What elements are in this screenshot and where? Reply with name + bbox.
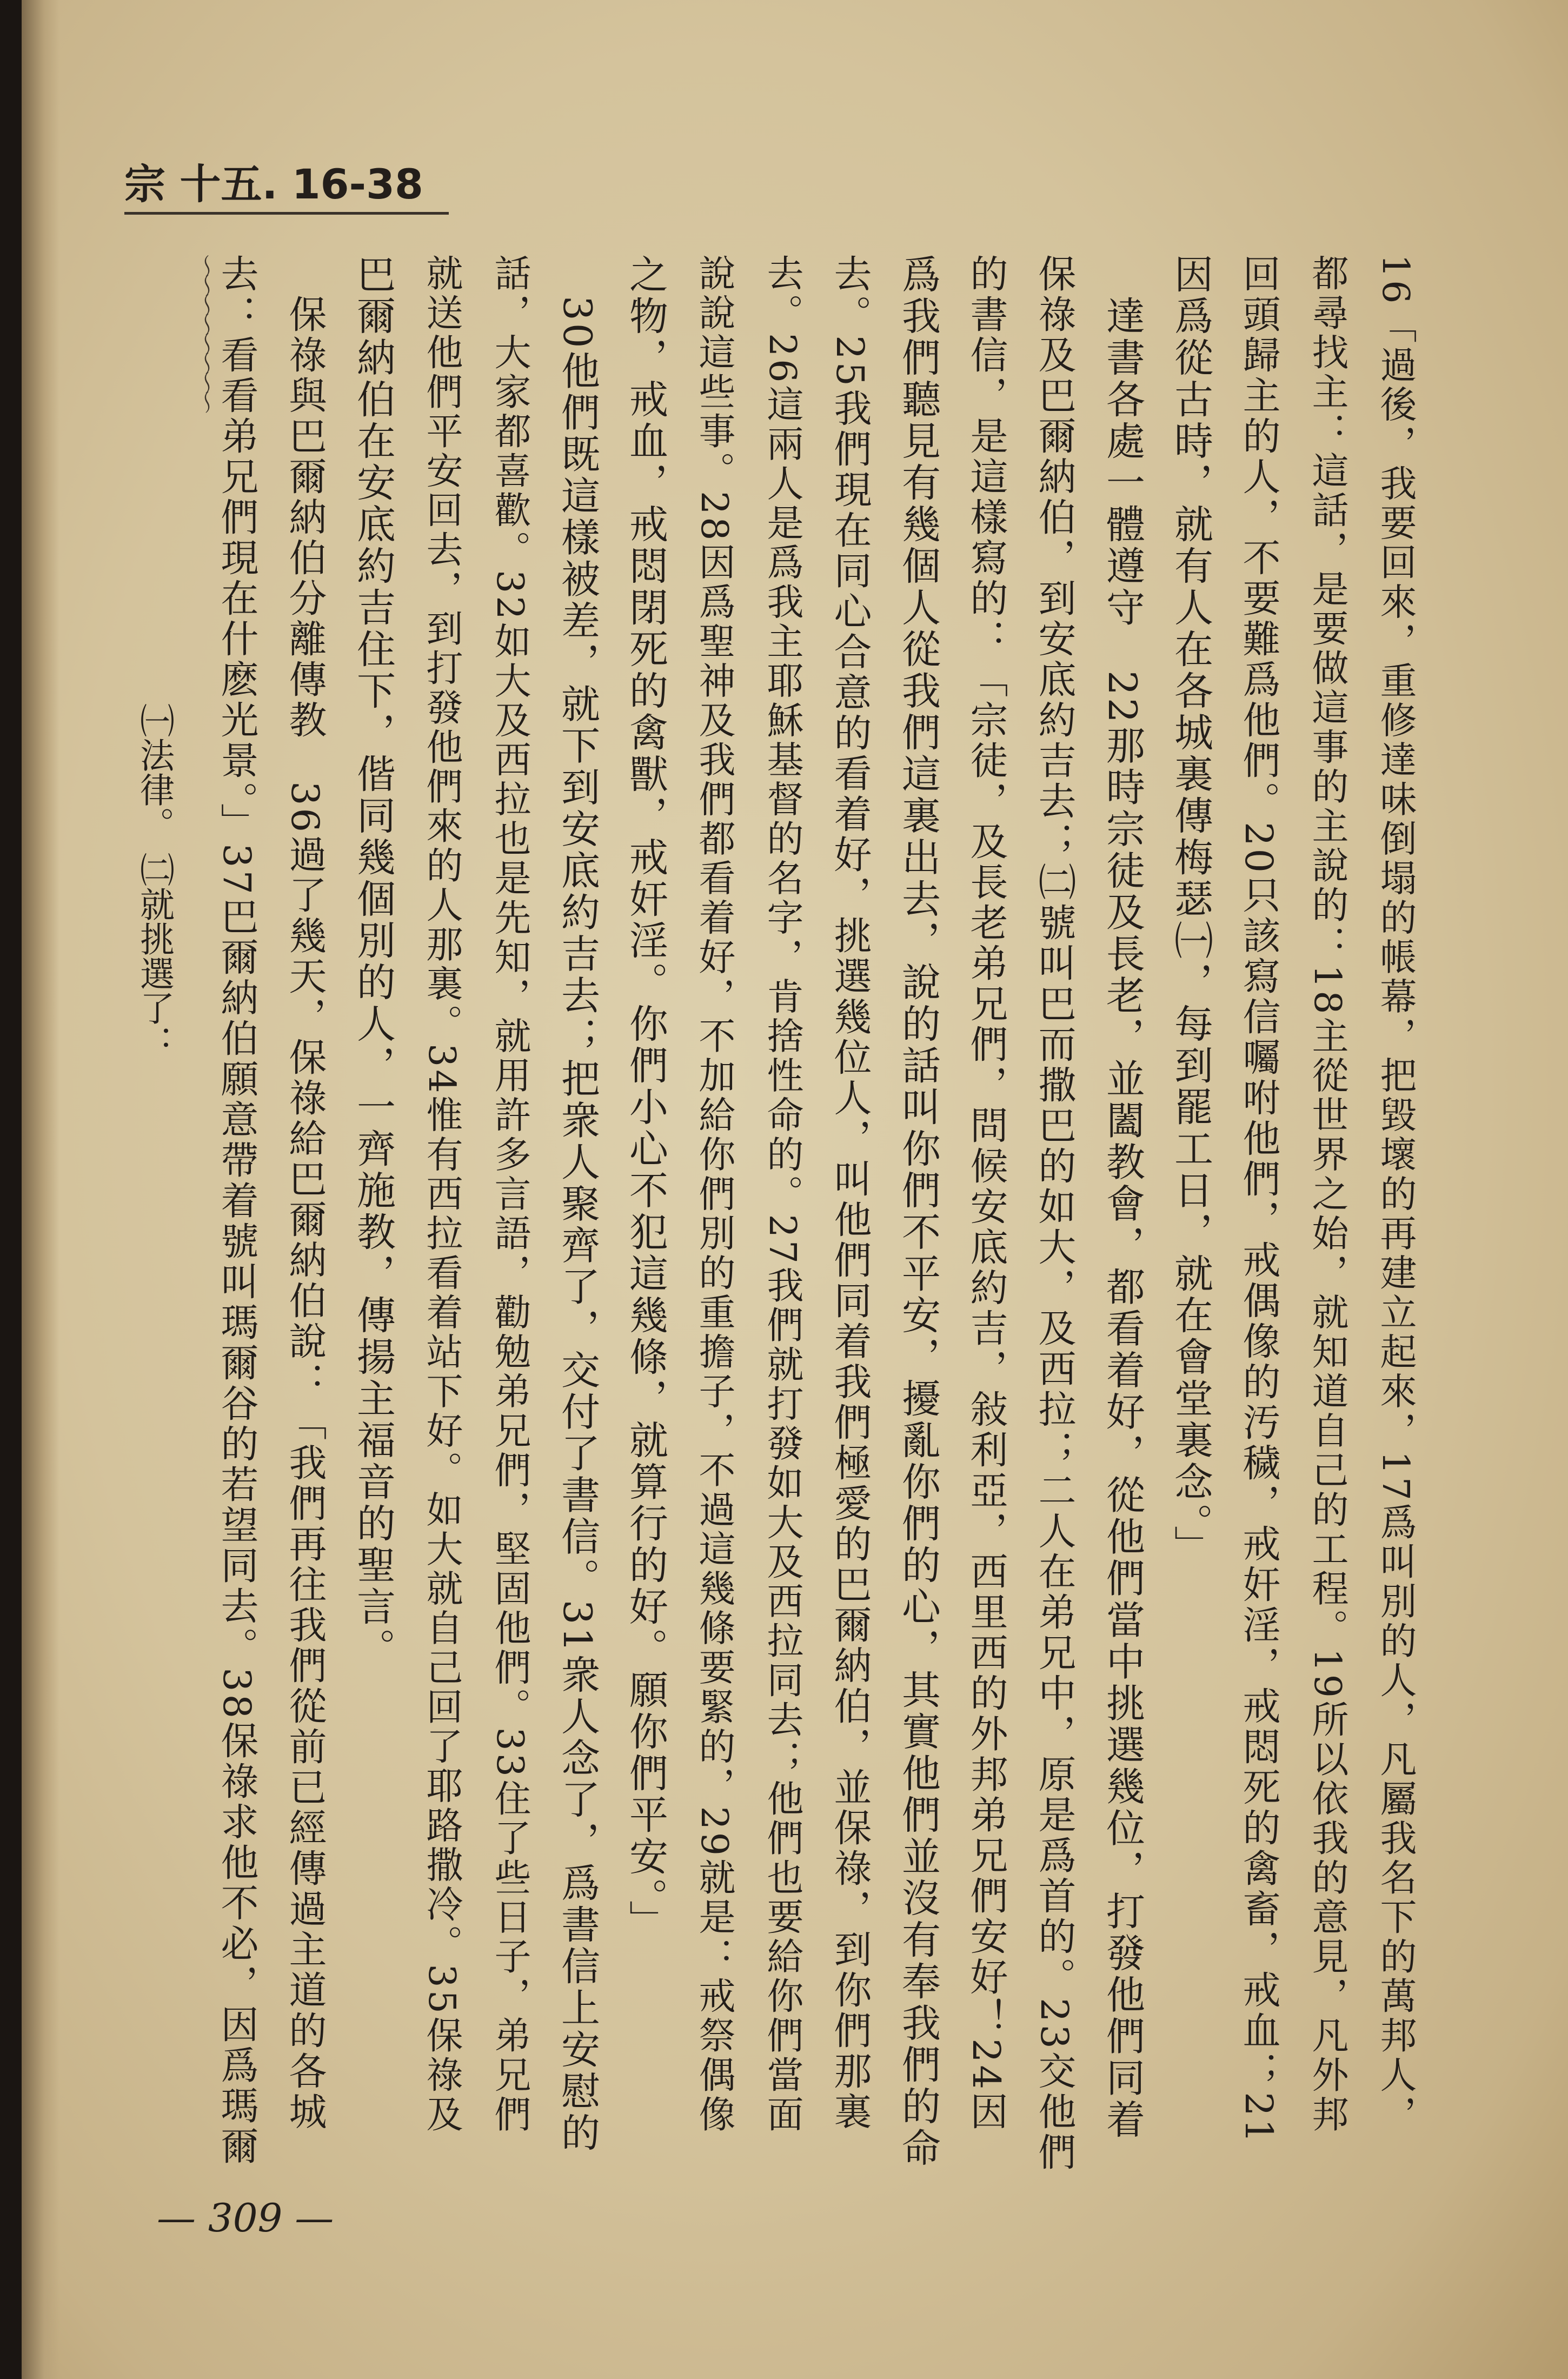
text-column: 話，大家都喜歡。32如大及西拉也是先知，就用許多言語，勸勉弟兄們，堅固他們。33住了些日子，弟兄們 bbox=[488, 254, 531, 2135]
text-column: 30他們既這樣被差，就下到安底約吉去；把衆人聚齊了，交付了書信。31衆人念了，爲書信上安慰的 bbox=[555, 254, 600, 2155]
page-number: — 309 — bbox=[157, 2195, 334, 2241]
text-column: 爲我們聽見有幾個人從我們這裏出去，說的話叫你們不平安，擾亂你們的心，其實他們並沒有奉我們的命 bbox=[895, 254, 941, 2169]
text-column: 之物，戒血，戒悶閉死的禽獸，戒奸淫。你們小心不犯這幾條，就算行的好。願你們平安。」 bbox=[623, 254, 668, 1942]
text-column: 保祿與巴爾納伯分離傳教 36過了幾天，保祿給巴爾納伯說：「我們再往我們從前已經傳過主道的各城 bbox=[283, 254, 327, 2133]
page-header: 宗 十五. 16-38 bbox=[124, 160, 423, 208]
text-column: 的書信，是這樣寫的：「宗徒，及長老弟兄們，問候安底約吉，敍利亞，西里西的外邦弟兄們安好！24因 bbox=[964, 254, 1008, 2133]
header-rule bbox=[124, 212, 449, 215]
book-page bbox=[22, 0, 1568, 2379]
text-column: 去：看看弟兄們現在什麽光景。」37巴爾納伯願意帶着號叫瑪爾谷的若望同去。38保祿求他不必，因爲瑪爾 bbox=[215, 254, 259, 2168]
book-spine-shadow bbox=[22, 0, 59, 2379]
text-column: 因爲從古時，就有人在各城裏傳梅瑟㈠，每到罷工日，就在會堂裏念。」 bbox=[1168, 254, 1213, 1567]
footnote-2: ㈡就挑選了： bbox=[134, 852, 174, 1060]
text-column: 就送他們平安回去，到打發他們來的人那裏。34惟有西拉看着站下好。如大就自己回了耶路撒冷。35保祿及 bbox=[420, 254, 463, 2135]
text-column: 回頭歸主的人，不要難爲他們。20只該寫信囑咐他們，戒偶像的汚穢，戒奸淫，戒悶死的禽畜，戒血；21 bbox=[1237, 254, 1281, 2146]
text-column: 去。26這兩人是爲我主耶穌基督的名字，肯捨性命的。27我們就打發如大及西拉同去；他們也要給你們當面 bbox=[761, 254, 803, 2135]
footnote-separator: ～～～～～～～～ bbox=[191, 254, 218, 410]
text-column: 達書各處一體遵守 22那時宗徒及長老，並闔教會，都看着好，從他們當中挑選幾位，打發他們同着 bbox=[1100, 254, 1145, 2141]
text-column: 都尋找主：這話，是要做這事的主說的：18主從世界之始，就知道自己的工程。19所以依我的意見，凡外邦 bbox=[1306, 254, 1348, 2135]
footnote-1: ㈠法律。 bbox=[134, 703, 174, 841]
text-column: 說說這些事。28因爲聖神及我們都看着好，不加給你們別的重擔子，不過這幾條要緊的，29就是：戒祭偶像 bbox=[693, 254, 735, 2135]
footnotes bbox=[124, 703, 184, 1060]
text-column: 巴爾納伯在安底約吉住下，偕同幾個別的人，一齊施教，傳揚主福音的聖言。 bbox=[350, 254, 396, 1670]
text-column: 保祿及巴爾納伯，到安底約吉去；㈡號叫巴而撒巴的如大，及西拉；二人在弟兄中，原是爲首的。23交他們 bbox=[1032, 254, 1077, 2174]
text-column: 16「過後，我要回來，重修達味倒塌的帳幕，把毀壞的再建立起來，17爲叫別的人，凡屬我名下的萬邦人， bbox=[1374, 254, 1417, 2135]
text-column: 去。25我們現在同心合意的看着好，挑選幾位人，叫他們同着我們極愛的巴爾納伯，並保祿，到你們那裏 bbox=[828, 254, 872, 2133]
